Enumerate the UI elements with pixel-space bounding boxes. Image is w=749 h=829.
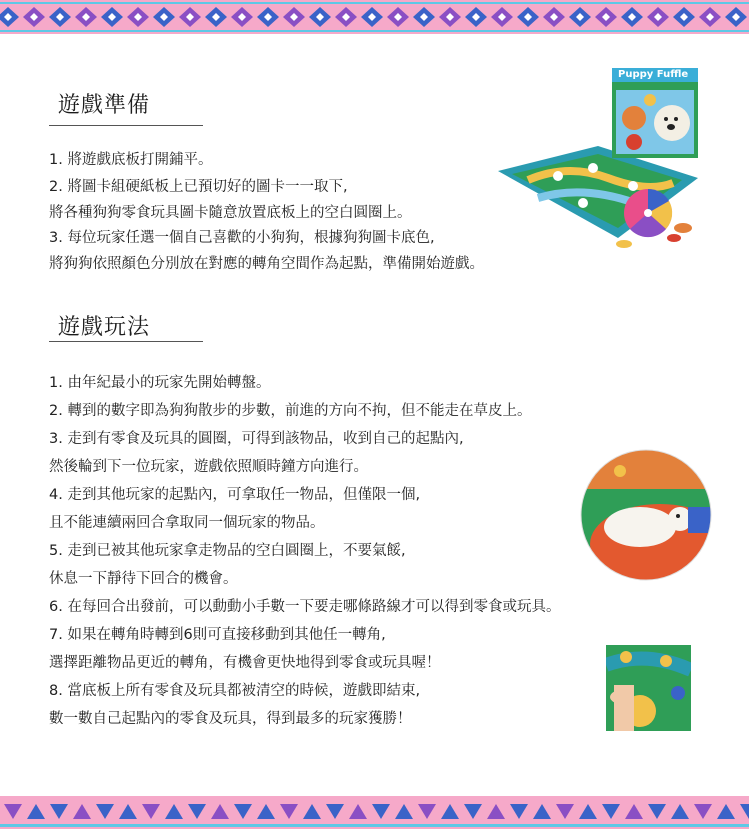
setup-line: 將各種狗狗零食玩具圖卡隨意放置底板上的空白圓圈上。 <box>49 205 412 221</box>
gameplay-line: 2. 轉到的數字即為狗狗散步的步數，前進的方向不拘，但不能走在草皮上。 <box>49 403 532 419</box>
gameplay-line: 選擇距離物品更近的轉角，有機會更快地得到零食或玩具喔！ <box>49 655 441 671</box>
gameplay-line: 3. 走到有零食及玩具的圓圈，可得到該物品，收到自己的起點內, <box>49 431 464 447</box>
product-box-brand: Puppy Fuffle <box>618 69 689 80</box>
border-triangle <box>464 804 482 819</box>
gameplay-line: 1. 由年紀最小的玩家先開始轉盤。 <box>49 375 271 391</box>
top-diamond-border <box>0 0 749 34</box>
border-triangle <box>441 804 459 819</box>
setup-line: 將狗狗依照顏色分別放在對應的轉角空間作為起點，準備開始遊戲。 <box>49 256 484 272</box>
spinner-closeup-image <box>580 449 712 581</box>
border-triangle <box>533 804 551 819</box>
gameplay-line: 且不能連續兩回合拿取同一個玩家的物品。 <box>49 515 325 531</box>
border-triangle <box>740 804 749 819</box>
gameplay-line: 7. 如果在轉角時轉到6則可直接移動到其他任一轉角, <box>49 627 386 643</box>
border-triangle <box>4 804 22 819</box>
gameplay-line: 5. 走到已被其他玩家拿走物品的空白圓圈上，不要氣餒, <box>49 543 406 559</box>
border-triangle <box>694 804 712 819</box>
hand-tile-image <box>606 645 691 731</box>
title-underline <box>49 341 203 342</box>
border-triangle <box>96 804 114 819</box>
border-triangle <box>510 804 528 819</box>
border-triangle <box>372 804 390 819</box>
gameplay-line: 休息一下靜待下回合的機會。 <box>49 571 238 587</box>
border-triangle <box>303 804 321 819</box>
border-triangle <box>487 804 505 819</box>
gameplay-line: 8. 當底板上所有零食及玩具都被清空的時候，遊戲即結束, <box>49 683 421 699</box>
setup-line: 1. 將遊戲底板打開鋪平。 <box>49 152 213 168</box>
gameplay-line: 數一數自己起點內的零食及玩具，得到最多的玩家獲勝！ <box>49 711 412 727</box>
border-triangle <box>326 804 344 819</box>
border-triangle <box>717 804 735 819</box>
setup-line: 2. 將圖卡組硬紙板上已預切好的圖卡一一取下, <box>49 179 348 195</box>
border-triangle <box>602 804 620 819</box>
gameplay-line: 4. 走到其他玩家的起點內，可拿取任一物品，但僅限一個, <box>49 487 421 503</box>
setup-line: 3. 每位玩家任選一個自己喜歡的小狗狗，根據狗狗圖卡底色, <box>49 230 435 246</box>
border-triangle <box>648 804 666 819</box>
border-triangle <box>671 804 689 819</box>
border-triangle <box>349 804 367 819</box>
border-triangle <box>579 804 597 819</box>
section-title-gameplay: 遊戲玩法 <box>58 315 151 340</box>
border-triangle <box>418 804 436 819</box>
title-underline <box>49 125 203 126</box>
border-triangle <box>257 804 275 819</box>
border-triangle <box>211 804 229 819</box>
border-triangle <box>280 804 298 819</box>
border-triangle <box>395 804 413 819</box>
border-triangle <box>142 804 160 819</box>
gameplay-line: 然後輪到下一位玩家，遊戲依照順時鐘方向進行。 <box>49 459 368 475</box>
gameplay-line: 6. 在每回合出發前，可以動動小手數一下要走哪條路線才可以得到零食或玩具。 <box>49 599 561 615</box>
border-triangle <box>165 804 183 819</box>
border-triangle <box>73 804 91 819</box>
border-triangle <box>119 804 137 819</box>
border-triangle <box>556 804 574 819</box>
product-box-image <box>612 68 698 158</box>
border-triangle <box>50 804 68 819</box>
bottom-triangle-border <box>0 796 749 829</box>
border-triangle <box>625 804 643 819</box>
border-triangle <box>234 804 252 819</box>
border-triangle <box>27 804 45 819</box>
section-title-setup: 遊戲準備 <box>58 93 151 118</box>
border-triangle <box>188 804 206 819</box>
